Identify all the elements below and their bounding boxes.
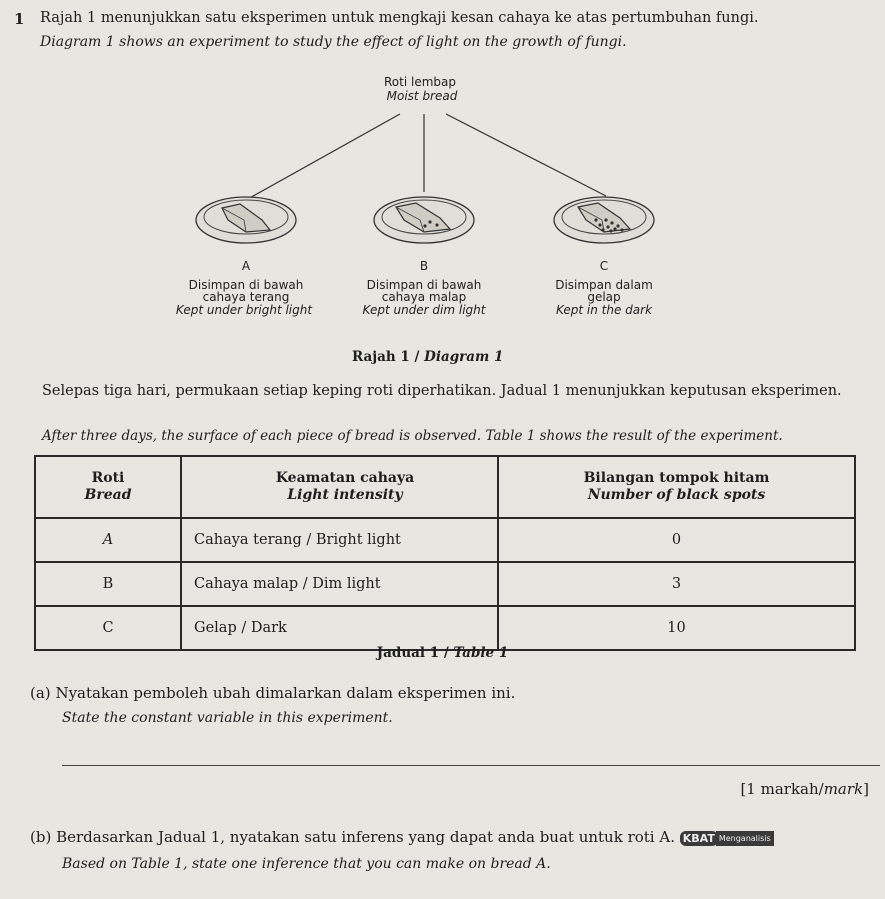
diagram-top-label-english: Moist bread (386, 89, 458, 103)
table-row (35, 518, 855, 562)
dish-c-malay-line2: gelap (587, 290, 621, 304)
header-spots-english: Number of black spots (587, 487, 766, 503)
part-a-english: State the constant variable in this experiment. (62, 710, 393, 726)
part-a-label: (a) (30, 684, 51, 702)
observation-paragraph-english: After three days, the surface of each piece of bread is observed. Table 1 shows the result of the experiment. (42, 428, 783, 444)
diagram-caption-english: Diagram 1 (424, 349, 504, 365)
part-b-malay: Berdasarkan Jadual 1, nyatakan satu inferens yang dapat anda buat untuk roti A. (56, 828, 675, 846)
answer-line[interactable] (62, 765, 880, 766)
part-a-marks (740, 780, 869, 798)
row-light: Cahaya malap / Dim light (181, 562, 498, 606)
question-number: 1 (14, 10, 25, 28)
question-intro-malay: Rajah 1 menunjukkan satu eksperimen untuk mengkaji kesan cahaya ke atas pertumbuhan fungi. (40, 10, 759, 26)
table-row (35, 562, 855, 606)
dish-letter-c: C (599, 259, 609, 273)
marks-malay: [1 markah/ (740, 780, 824, 798)
branch-line-c (446, 114, 606, 196)
dish-b-malay-line2: cahaya malap (381, 290, 467, 304)
dish-c-english: Kept in the dark (555, 303, 653, 317)
row-light: Cahaya terang / Bright light (181, 518, 498, 562)
part-b-label: (b) (30, 828, 52, 846)
row-light: Gelap / Dark (181, 606, 498, 650)
header-bread-english: Bread (84, 487, 132, 503)
dish-b-malay-line1: Disimpan di bawah (366, 278, 482, 292)
petri-dish-a (196, 197, 296, 243)
table-header-row (35, 456, 855, 518)
dish-letter-b: B (419, 259, 429, 273)
dish-a-malay-line1: Disimpan di bawah (188, 278, 304, 292)
row-bread: B (35, 562, 181, 606)
part-a-question (30, 684, 515, 702)
petri-dish-b (374, 197, 474, 243)
dish-b-english: Kept under dim light (362, 303, 486, 317)
dish-letter-a: A (241, 259, 251, 273)
observation-paragraph-malay: Selepas tiga hari, permukaan setiap keping roti diperhatikan. Jadual 1 menunjukkan keputusan eksperimen. (42, 383, 842, 399)
row-bread: C (35, 606, 181, 650)
petri-dish-c (554, 197, 654, 243)
dish-c-malay-line1: Disimpan dalam (555, 278, 653, 292)
header-bread (35, 456, 181, 518)
row-spots: 3 (498, 562, 855, 606)
part-a-malay: Nyatakan pemboleh ubah dimalarkan dalam eksperimen ini. (55, 684, 516, 702)
branch-line-a (246, 114, 400, 200)
table-caption-malay: Jadual 1 / (376, 645, 449, 661)
row-spots: 10 (498, 606, 855, 650)
kbat-badge-sub: Menganalisis (716, 831, 774, 846)
row-bread: A (35, 518, 181, 562)
diagram-top-label-malay: Roti lembap (384, 75, 456, 89)
table-row (35, 606, 855, 650)
row-spots: 0 (498, 518, 855, 562)
dish-a-english: Kept under bright light (175, 303, 313, 317)
header-light (181, 456, 498, 518)
marks-close: ] (863, 780, 869, 798)
diagram-caption-malay: Rajah 1 / (352, 349, 420, 365)
header-light-english: Light intensity (287, 487, 403, 503)
table-caption (0, 645, 885, 661)
question-intro-english: Diagram 1 shows an experiment to study the effect of light on the growth of fungi. (40, 34, 627, 50)
part-b-english: Based on Table 1, state one inference that you can make on bread A. (62, 856, 551, 872)
diagram-caption (352, 349, 503, 365)
results-table (34, 455, 856, 651)
experiment-diagram (0, 70, 885, 350)
part-b-question (30, 828, 774, 846)
header-spots (498, 456, 855, 518)
header-spots-malay: Bilangan tompok hitam (583, 470, 770, 486)
header-light-malay: Keamatan cahaya (275, 470, 415, 486)
dish-a-malay-line2: cahaya terang (202, 290, 290, 304)
kbat-badge: KBAT (680, 831, 718, 846)
table-caption-english: Table 1 (453, 645, 509, 661)
marks-english: mark (823, 780, 864, 798)
header-bread-malay: Roti (91, 470, 125, 486)
